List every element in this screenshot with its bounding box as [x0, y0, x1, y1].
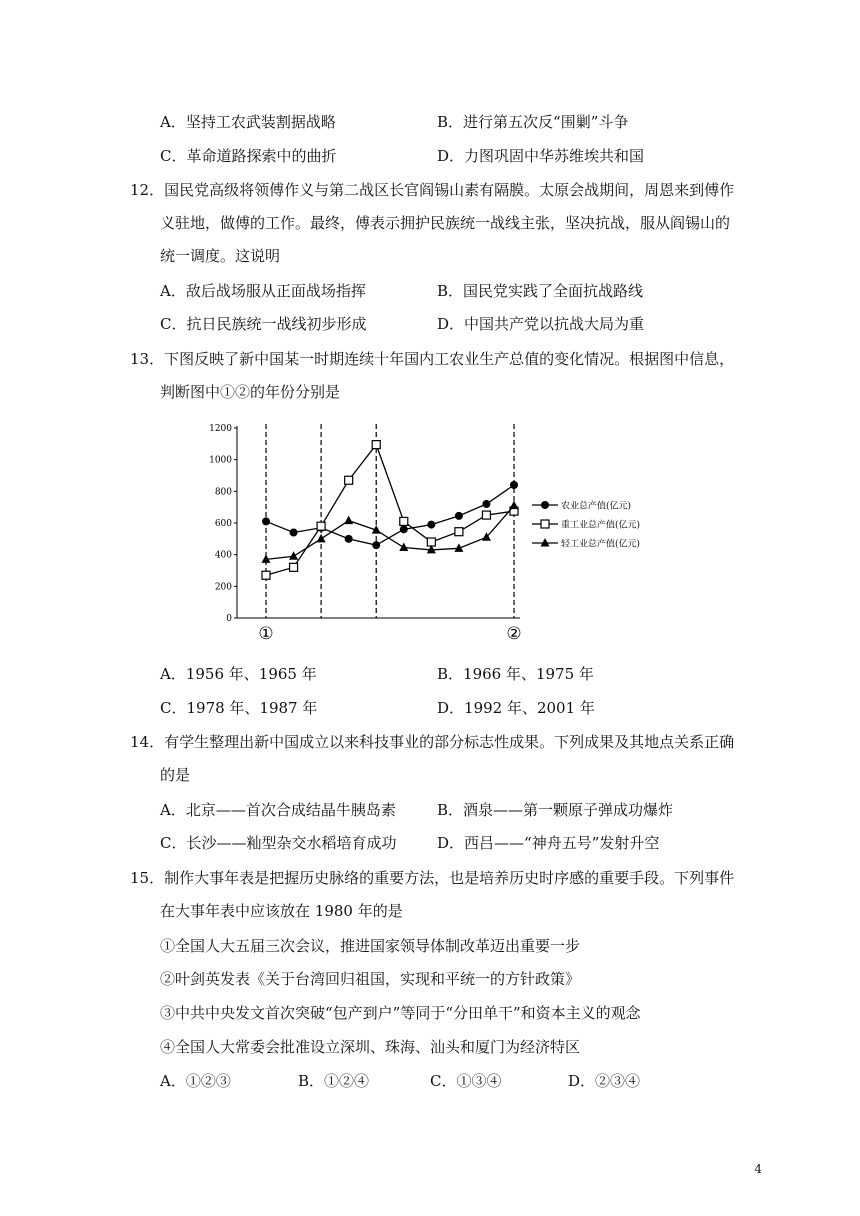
data-point-triangle: [399, 543, 408, 552]
data-point-square: [317, 522, 325, 530]
q14-stem-line-1: 14．有学生整理出新中国成立以来科技事业的部分标志性成果。下列成果及其地点关系正确: [130, 733, 735, 751]
data-point-circle: [400, 525, 408, 533]
data-point-circle: [345, 535, 353, 543]
q15-stem-line-2: 在大事年表中应该放在 1980 年的是: [160, 902, 403, 920]
q15-option-d: D．②③④: [568, 1072, 641, 1090]
q11-option-c: C．革命道路探索中的曲折: [160, 147, 337, 165]
page-number: 4: [754, 1162, 762, 1176]
data-point-triangle: [289, 551, 298, 560]
data-point-square: [482, 511, 490, 519]
q12-stem-line-3: 统一调度。这说明: [160, 247, 281, 265]
data-point-circle: [510, 481, 518, 489]
q14-stem-line-2: 的是: [160, 766, 191, 784]
data-point-triangle: [510, 501, 519, 510]
q14-option-d: D．西吕——“神舟五号”发射升空: [437, 834, 660, 852]
q12-option-c: C．抗日民族统一战线初步形成: [160, 315, 367, 333]
q14-option-c: C．长沙——籼型杂交水稻培育成功: [160, 834, 397, 852]
x-marker-last: ②: [506, 624, 522, 644]
q12-option-a: A．敌后战场服从正面战场指挥: [160, 282, 366, 300]
legend-label: 农业总产值(亿元): [561, 501, 632, 512]
data-point-circle: [455, 512, 463, 520]
q11-option-d: D．力图巩固中华苏维埃共和国: [437, 147, 645, 165]
q15-item-2: ②叶剑英发表《关于台湾回归祖国，实现和平统一的方针政策》: [160, 970, 581, 988]
data-point-square: [541, 520, 549, 528]
q15-option-a: A．①②③: [160, 1072, 231, 1090]
data-point-square: [345, 476, 353, 484]
q15-option-c: C．①③④: [430, 1072, 502, 1090]
q13-stem-line-1: 13．下图反映了新中国某一时期连续十年国内工农业生产总值的变化情况。根据图中信息，: [130, 350, 735, 368]
q11-option-a: A．坚持工农武装割据战略: [160, 113, 336, 131]
series-line-2: [266, 506, 514, 560]
q13-option-b: B．1966 年、1975 年: [437, 665, 594, 683]
y-tick-label: 200: [214, 582, 232, 593]
data-point-triangle: [541, 538, 550, 547]
q15-item-1: ①全国人大五届三次会议，推进国家领导体制改革迈出重要一步: [160, 937, 581, 955]
series-line-0: [266, 485, 514, 545]
data-point-square: [290, 563, 298, 571]
y-tick-label: 400: [214, 550, 232, 561]
data-point-square: [400, 517, 408, 525]
q14-option-a: A．北京——首次合成结晶牛胰岛素: [160, 801, 396, 819]
q15-stem-line-1: 15．制作大事年表是把握历史脉络的重要方法，也是培养历史时序感的重要手段。下列事件: [130, 869, 735, 887]
q13-stem-line-2: 判断图中①②的年份分别是: [160, 383, 341, 401]
y-tick-label: 1200: [209, 424, 232, 434]
series-line-1: [266, 445, 514, 576]
q13-option-d: D．1992 年、2001 年: [437, 699, 595, 717]
line-chart: [0, 410, 860, 670]
q15-option-b: B．①②④: [298, 1072, 370, 1090]
y-tick-label: 600: [214, 519, 232, 529]
q13-option-c: C．1978 年、1987 年: [160, 699, 318, 717]
legend-label: 轻工业总产值(亿元): [561, 539, 641, 550]
data-point-triangle: [344, 516, 353, 525]
q12-option-b: B．国民党实践了全面抗战路线: [437, 282, 644, 300]
q11-option-b: B．进行第五次反“围剿”斗争: [437, 113, 629, 131]
data-point-circle: [541, 501, 549, 509]
data-point-circle: [427, 521, 435, 529]
q14-option-b: B．酒泉——第一颗原子弹成功爆炸: [437, 801, 674, 819]
y-tick-label: 800: [214, 487, 232, 498]
data-point-square: [455, 528, 463, 536]
q12-option-d: D．中国共产党以抗战大局为重: [437, 315, 645, 333]
data-point-square: [427, 538, 435, 546]
q13-option-a: A．1956 年、1965 年: [160, 665, 317, 683]
data-point-circle: [290, 529, 298, 537]
data-point-triangle: [317, 534, 326, 543]
data-point-circle: [372, 541, 380, 549]
x-marker-first: ①: [258, 624, 274, 644]
data-point-square: [372, 441, 380, 449]
q12-stem-line-1: 12．国民党高级将领傅作义与第二战区长官阎锡山素有隔膜。太原会战期间，周恩来到傅作: [130, 181, 735, 199]
q15-item-3: ③中共中央发文首次突破“包产到户”等同于“分田单干”和资本主义的观念: [160, 1004, 641, 1022]
data-point-circle: [482, 500, 490, 508]
q15-item-4: ④全国人大常委会批准设立深圳、珠海、汕头和厦门为经济特区: [160, 1038, 581, 1056]
data-point-square: [262, 571, 270, 579]
data-point-circle: [262, 517, 270, 525]
y-tick-label: 1000: [209, 455, 232, 466]
legend-label: 重工业总产值(亿元): [561, 520, 641, 531]
q12-stem-line-2: 义驻地，做傅的工作。最终，傅表示拥护民族统一战线主张，坚决抗战，服从阎锡山的: [160, 214, 731, 232]
y-tick-label: 0: [226, 614, 232, 624]
